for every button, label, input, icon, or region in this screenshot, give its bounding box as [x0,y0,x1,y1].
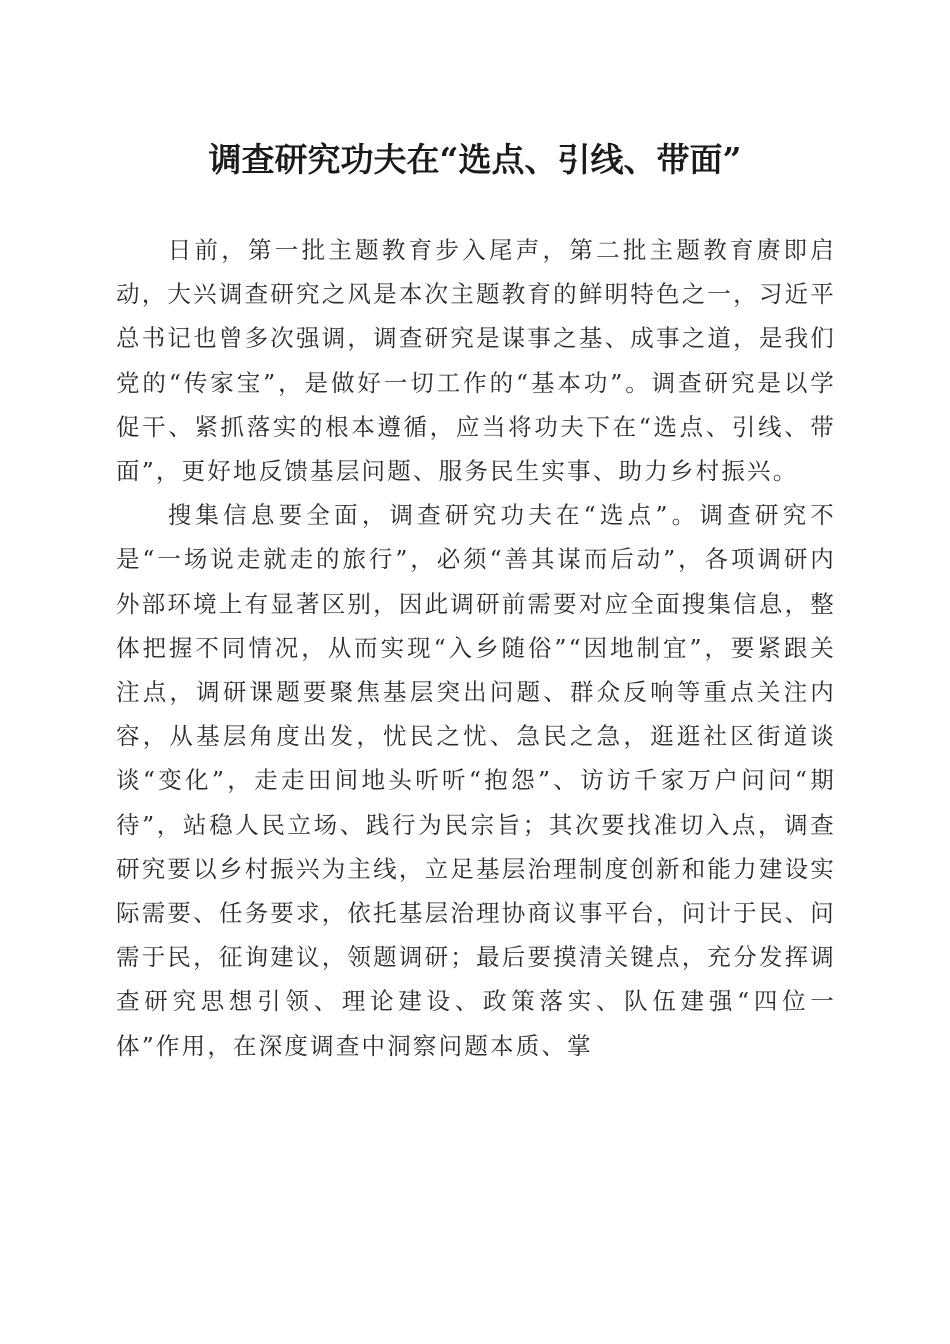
paragraph-1: 日前，第一批主题教育步入尾声，第二批主题教育赓即启动，大兴调查研究之风是本次主题教育的鲜明特色之一，习近平总书记也曾多次强调，调查研究是谋事之基、成事之道，是我们党的“传家宝”，是做好一切工作的“基本功”。调查研究是以学促干、紧抓落实的根本遵循，应当将功夫下在“选点、引线、带面”，更好地反馈基层问题、服务民生实事、助力乡村振兴。 [116,236,836,486]
document-title: 调查研究功夫在“选点、引线、带面” [208,140,742,179]
paragraph-2: 搜集信息要全面，调查研究功夫在“选点”。调查研究不是“一场说走就走的旅行”，必须“善其谋而后动”，各项调研内外部环境上有显著区别，因此调研前需要对应全面搜集信息，整体把握不同情况，从而实现“入乡随俗”“因地制宜”，要紧跟关注点，调研课题要聚焦基层突出问题、群众反响等重点关注内容，从基层角度出发，忧民之忧、急民之急，逛逛社区街道谈谈“变化”，走走田间地头听听“抱怨”、访访千家万户问问“期待”，站稳人民立场、践行为民宗旨；其次要找准切入点，调查研究要以乡村振兴为主线，立足基层治理制度创新和能力建设实际需要、任务要求，依托基层治理协商议事平台，问计于民、问需于民，征询建议，领题调研；最后要摸清关键点，充分发挥调查研究思想引领、理论建设、政策落实、队伍建强“四位一体”作用，在深度调查中洞察问题本质、掌 [116,501,836,1060]
document-body [116,228,836,1068]
